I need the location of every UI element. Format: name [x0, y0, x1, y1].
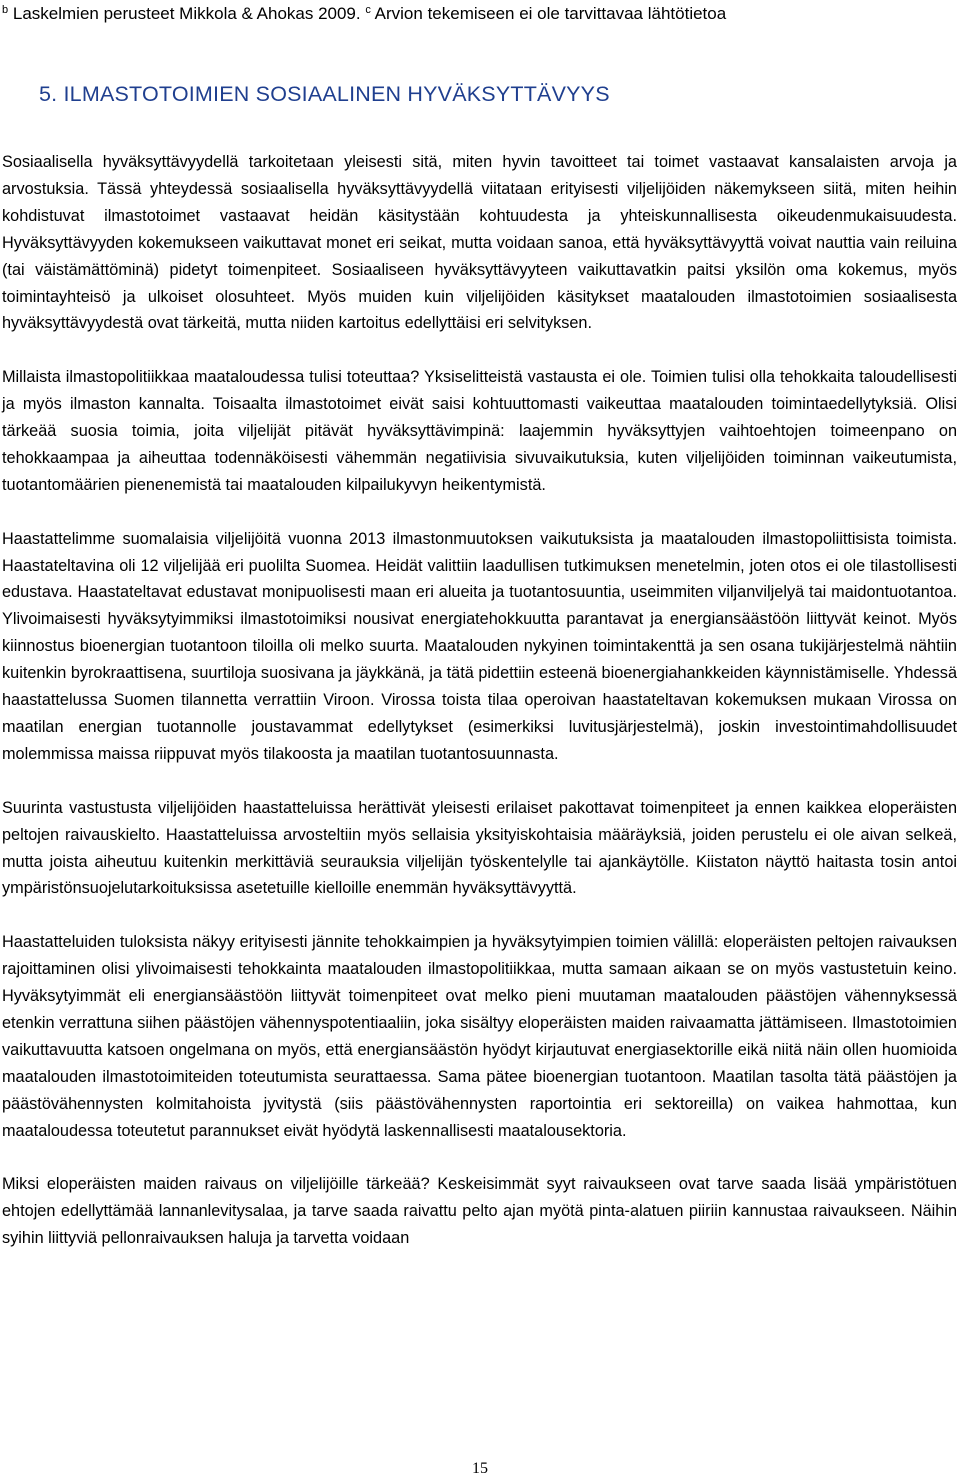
paragraph-tension: Haastatteluiden tuloksista näkyy erityisesti jännite tehokkaimpien ja hyväksytyimpien toimien välillä: eloperäisten peltojen raivauksen rajoittaminen olisi ylivoimaisesti tehokkainta maatalouden ilmastopolitiikkaa, mutta samaan aikaan se on myös vastustetuin keino. Hyväksytyimmät eli energiansäästöön liittyvät toimenpiteet ovat melko pieni muutaman maatalouden päästöjen vähennyksessä etenkin verrattuna siihen päästöjen vähennyspotentiaaliin, joka sisältyy eloperäisten maiden raivaamatta jättämiseen. Ilmastotoimien vaikuttavuutta katsoen ongelmana on myös, että energiansäästön hyödyt kirjautuvat energiasektorille eikä niitä näin ollen huomioida maatalouden ilmastotoimiteiden toteutumista seurattaessa. Sama pätee bioenergian tuotantoon. Maatilan tasolta tätä päästöjen ja päästövähennysten kolmitahoista jyvitystä (siis päästövähennysten raportointia eri sektoreilla) on vaikea hahmottaa, kun maataloudessa toteutetut parannukset eivät hyödytä laskennallisesti maatalousektoria. [2, 933, 957, 1140]
footnote-b-text: Laskelmien perusteet Mikkola & Ahokas 2009. [12, 4, 361, 23]
footnote-c-marker: c [365, 4, 371, 16]
page-number: 15 [472, 1460, 488, 1477]
paragraph-clearing: Miksi eloperäisten maiden raivaus on viljelijöille tärkeää? Keskeisimmät syyt raivaukseen ovat tarve saada lisää ympäristötuen ehtojen edellyttämää lannanlevitysalaa, ja tarve saada raivattu pelto ajan myötä pinta-alatuen piiriin kannustaa raivaukseen. Näihin syihin liittyviä pellonraivauksen haluja ja tarvetta voidaan [2, 1175, 957, 1248]
section-heading: 5. ILMASTOTOIMIEN SOSIAALINEN HYVÄKSYTTÄVYYS [39, 82, 610, 106]
paragraph-intro: Sosiaalisella hyväksyttävyydellä tarkoitetaan yleisesti sitä, miten hyvin tavoitteet tai toimet vastaavat kansalaisten arvoja ja arvostuksia. Tässä yhteydessä sosiaalisella hyväksyttävyydellä viitataan erityisesti viljelijöiden näkemykseen siitä, miten heihin kohdistuvat ilmastotoimet vastaavat heidän käsitystään kohtuudesta ja yhteiskunnallisesta oikeudenmukaisuudesta. Hyväksyttävyyden kokemukseen vaikuttavat monet eri seikat, mutta voidaan sanoa, että hyväksyttävyyttä voivat nauttia vain reiluina (tai väistämättöminä) pidetyt toimenpiteet. Sosiaaliseen hyväksyttävyyteen vaikuttavatkin paitsi yksilön oma kokemus, myös toimintayhteisö ja ulkoiset olosuhteet. Myös muiden kuin viljelijöiden käsitykset maatalouden ilmastotoimien sosiaalisesta hyväksyttävyydestä ovat tärkeitä, mutta niiden kartoitus edellyttäisi eri selvityksen. [2, 153, 957, 333]
footnotes [2, 2, 726, 26]
paragraph-policy: Millaista ilmastopolitiikkaa maataloudessa tulisi toteuttaa? Yksiselitteistä vastausta ei ole. Toimien tulisi olla tehokkaita taloudellisesti ja myös ilmaston kannalta. Toisaalta ilmastotoimet eivät saisi kohtuuttomasti vaikeuttaa maatalouden toimintaedellytyksiä. Olisi tärkeää suosia toimia, joita viljelijät pitävät hyväksyttävimpinä: laajemmin hyväksyttyjen vaihtoehtojen toimeenpano on tehokkaampaa ja aiheuttaa todennäköisesti vähemmän negatiivisia sivuvaikutuksia, kuten viljelijöiden toiminnan vaikeutumista, tuotantomäärien pienenemistä tai maatalouden kilpailukyvyn heikentymistä. [2, 368, 957, 494]
footnote-b-marker: b [2, 4, 9, 16]
paragraph-interviews: Haastattelimme suomalaisia viljelijöitä vuonna 2013 ilmastonmuutoksen vaikutuksista ja maatalouden ilmastopoliittisista toimista. Haastateltavina oli 12 viljelijää eri puolilta Suomea. Heidät valittiin laadullisen tutkimuksen menetelmin, joten otos ei ole tilastollisesti edustava. Haastateltavat edustavat monipuolisesti maan eri alueita ja tuotantosuuntia, useimmiten viljanviljelyä tai maidontuotantoa. Ylivoimaisesti hyväksytyimmiksi ilmastotoimiksi nousivat energiatehokkuutta parantavat ja energiansäästöön liittyvät keinot. Myös kiinnostus bioenergian tuotantoon tiloilla oli melko suurta. Maatalouden nykyinen toimintakenttä ja sen osana tukijärjestelmä nähtiin kuitenkin byrokraattisena, suurtiloja suosivana ja jäykkänä, ja tätä pidettiin esteenä bioenergiahankkeiden käynnistämiselle. Yhdessä haastattelussa Suomen tilannetta verrattiin Viroon. Virossa toista tilaa operoivan haastateltavan kokemuksen mukaan Virossa on maatilan energian tuotannolle joustavammat edellytykset (esimerkiksi luvitusjärjestelmä), joskin investointimahdollisuudet molemmissa maissa riippuvat myös tilakoosta ja maatilan tuotantosuunnasta. [2, 529, 957, 763]
paragraph-opposition: Suurinta vastustusta viljelijöiden haastatteluissa herättivät yleisesti erilaiset pakottavat toimenpiteet ja ennen kaikkea eloperäisten peltojen raivauskielto. Haastatteluissa arvosteltiin myös sellaisia yksityiskohtaisia määräyksiä, joiden perustelu ei ole aivan selkeä, mutta joista aiheutuu kuitenkin merkittäviä seurauksia viljelijän työskentelylle tai ajankäytölle. Kiistaton näyttö haitasta tosin antoi ympäristönsuojelutarkoituksissa asetetuille kielloille enemmän hyväksyttävyyttä. [2, 798, 957, 898]
section-body [2, 149, 957, 1252]
footnote-c-text: Arvion tekemiseen ei ole tarvittavaa lähtötietoa [374, 4, 727, 23]
